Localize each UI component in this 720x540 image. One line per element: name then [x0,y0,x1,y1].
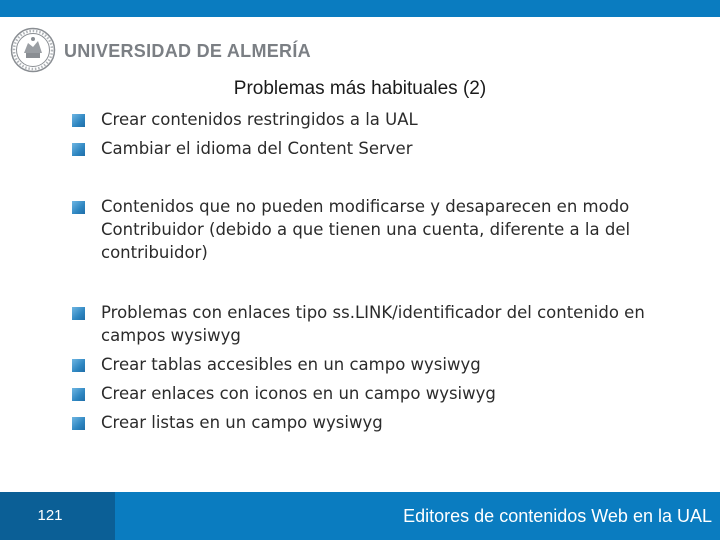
footer-bar [0,492,720,540]
bullet-square-icon [72,114,85,127]
bullet-square-icon [72,307,85,320]
top-accent-bar [0,0,720,17]
bullet-square-icon [72,143,85,156]
university-seal-icon [10,27,56,73]
bullet-square-icon [72,201,85,214]
footer-caption: Editores de contenidos Web en la UAL [403,506,712,526]
bullet-square-icon [72,417,85,430]
slide-title: Problemas más habituales (2) [233,78,487,99]
bullet-square-icon [72,388,85,401]
page-number-box [0,492,115,540]
university-name: UNIVERSIDAD DE ALMERÍA [64,41,311,61]
bullet-square-icon [72,359,85,372]
page-number: 121 [37,507,63,524]
